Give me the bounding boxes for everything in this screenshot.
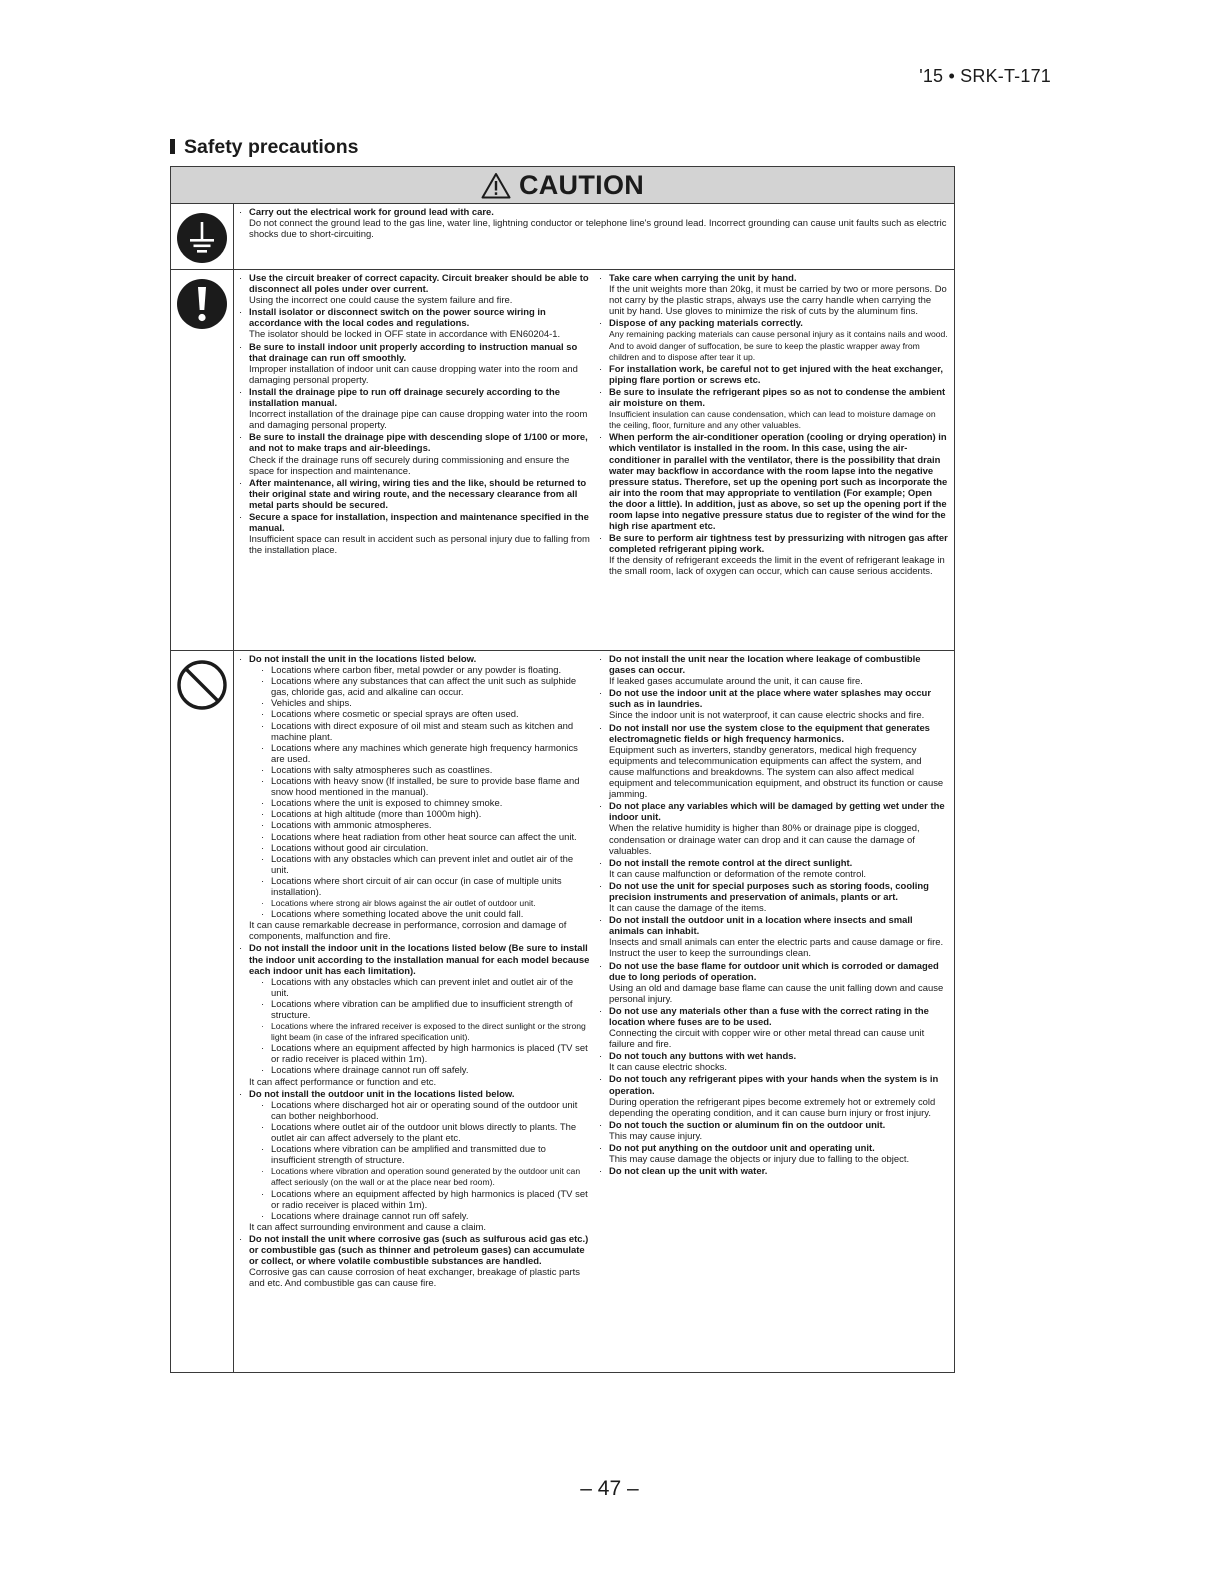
section-marker — [170, 139, 175, 154]
precaution-heading: · Do not use the indoor unit at the place where water splashes may occur such as in laundries. — [609, 688, 931, 711]
precaution-text: Insufficient insulation can cause condensation, which can lead to moisture damage on the ceiling, floor, furniture and any other valuables. — [609, 409, 936, 431]
precaution-heading: · Do not install nor use the system close to the equipment that generates electromagnetic fields or high frequency harmonics. — [609, 722, 930, 745]
location-item: · Locations where vibration can be amplified and transmitted due to insufficient strength of structure. — [249, 1144, 592, 1166]
location-item: · Locations where any machines which generate high frequency harmonics are used. — [249, 743, 592, 765]
precaution-text: The isolator should be locked in OFF state in accordance with EN60204-1. — [249, 329, 561, 341]
warning-triangle-icon — [481, 172, 511, 199]
precaution-heading: · Do not install the unit where corrosive gas (such as sulfurous acid gas etc.) or combustible gas (such as thinner and petroleum gases) can accumulate or collect, or where volatile combustible substances are handled. — [249, 1233, 589, 1268]
column-full — [238, 207, 950, 267]
precaution-item — [238, 342, 592, 386]
section-title-text: Safety precautions — [184, 136, 359, 158]
precaution-text: Using an old and damage base flame can cause the unit falling down and cause personal injury. — [609, 982, 944, 1005]
ground-icon — [176, 212, 228, 264]
precaution-heading: · Use the circuit breaker of correct capacity. Circuit breaker should be able to disconnect all poles under over current. — [249, 273, 589, 296]
location-item: · Locations where an equipment affected by high harmonics is placed (TV set or radio receiver is placed within 1m). — [249, 1043, 592, 1065]
location-item: · Locations where carbon fiber, metal powder or any powder is floating. — [249, 665, 592, 676]
precaution-heading: · Do not place any variables which will be damaged by getting wet under the indoor unit. — [609, 801, 945, 824]
precaution-heading: · Dispose of any packing materials correctly. — [609, 318, 803, 330]
caution-label: CAUTION — [518, 169, 645, 200]
precaution-item — [598, 432, 948, 532]
caution-row-mandatory — [171, 270, 954, 651]
precaution-item — [598, 881, 948, 914]
precaution-heading: · Do not touch any refrigerant pipes with your hands when the system is in operation. — [609, 1074, 939, 1097]
location-item: · Locations where the infrared receiver is exposed to the direct sunlight or the strong light beam (in case of the infrared specification unit). — [249, 1021, 592, 1043]
precaution-item — [598, 1006, 948, 1050]
precaution-item — [598, 364, 948, 386]
precaution-text: Do not connect the ground lead to the gas line, water line, lightning conductor or telephone line's ground lead. Incorrect grounding can cause unit faults such as electric shocks due to short-circuiting. — [249, 218, 947, 241]
precaution-text: It can cause remarkable decrease in performance, corrosion and damage of components, malfunction and fire. — [249, 920, 567, 943]
row-content — [234, 204, 954, 269]
precaution-text: It can cause electric shocks. — [609, 1062, 728, 1074]
precaution-item — [598, 1143, 948, 1165]
precaution-item — [598, 318, 948, 362]
precaution-item — [598, 1051, 948, 1073]
precaution-heading: · Do not install the outdoor unit in the locations listed below. — [249, 1088, 515, 1100]
precaution-item — [598, 858, 948, 880]
location-item: · Locations with heavy snow (If installed, be sure to provide base flame and snow hood mentioned in the manual). — [249, 776, 592, 798]
location-item: · Locations where drainage cannot run off safely. — [249, 1211, 592, 1222]
precaution-text: During operation the refrigerant pipes become extremely hot or extremely cold depending the operating condition, and it can cause burn injury or frost injury. — [609, 1096, 936, 1119]
precaution-heading: · Install isolator or disconnect switch on the power source wiring in accordance with the local codes and regulations. — [249, 307, 546, 330]
location-item: · Locations where vibration and operation sound generated by the outdoor unit can affect seriously (on the wall or at the place near bed room). — [249, 1166, 592, 1188]
precaution-item — [238, 1089, 592, 1233]
location-item: · Locations where strong air blows against the air outlet of outdoor unit. — [249, 898, 592, 909]
precaution-text: Connecting the circuit with copper wire or other metal thread can cause unit failure and fire. — [609, 1028, 925, 1051]
location-item: · Locations where an equipment affected by high harmonics is placed (TV set or radio receiver is placed within 1m). — [249, 1189, 592, 1211]
location-item: · Locations with any obstacles which can prevent inlet and outlet air of the unit. — [249, 854, 592, 876]
location-item: · Locations where short circuit of air can occur (in case of multiple units installation). — [249, 876, 592, 898]
precaution-item — [238, 432, 592, 476]
location-item: · Locations where cosmetic or special sprays are often used. — [249, 709, 592, 720]
location-item: · Locations with any obstacles which can prevent inlet and outlet air of the unit. — [249, 977, 592, 999]
caution-row-prohibited — [171, 651, 954, 1372]
precaution-text: This may cause damage the objects or injury due to falling to the object. — [609, 1154, 910, 1166]
precaution-text: Since the indoor unit is not waterproof, it can cause electric shocks and fire. — [609, 710, 925, 722]
precaution-heading: · Do not touch the suction or aluminum fin on the outdoor unit. — [609, 1119, 886, 1131]
precaution-text: It can affect performance or function and etc. — [249, 1076, 437, 1088]
location-item: · Locations where heat radiation from other heat source can affect the unit. — [249, 832, 592, 843]
precaution-item — [598, 273, 948, 317]
precaution-heading: · Do not install the unit in the locations listed below. — [249, 654, 477, 665]
precaution-item — [238, 307, 592, 340]
precaution-heading: · Do not use any materials other than a fuse with the correct rating in the location where fuses are to be used. — [609, 1005, 929, 1028]
precaution-text: If the unit weights more than 20kg, it must be carried by two or more persons. Do not carry by the plastic straps, always use the carry handle when carrying the unit by hand. Use gloves to minimize the risk of cuts by the aluminum fins. — [609, 284, 947, 318]
precaution-item — [598, 533, 948, 577]
precaution-heading: · Secure a space for installation, inspection and maintenance specified in the manual. — [249, 511, 589, 535]
precaution-heading: · Do not use the unit for special purposes such as storing foods, cooling precision instruments and preservation of animals, plants or art. — [609, 880, 929, 903]
precaution-text: Corrosive gas can cause corrosion of heat exchanger, breakage of plastic parts and etc. And combustible gas can cause fire. — [249, 1267, 581, 1290]
section-title — [170, 136, 358, 159]
exclamation-icon — [176, 278, 228, 330]
caution-header — [171, 167, 954, 204]
precaution-text: If leaked gases accumulate around the unit, it can cause fire. — [609, 676, 863, 688]
precaution-item — [238, 512, 592, 556]
precaution-heading: · Do not clean up the unit with water. — [609, 1166, 768, 1178]
precaution-text: It can affect surrounding environment and cause a claim. — [249, 1221, 486, 1233]
precaution-item — [598, 1166, 948, 1177]
document-reference: '15 • SRK-T-171 — [919, 66, 1051, 86]
precaution-item — [238, 387, 592, 431]
precaution-item — [598, 961, 948, 1005]
precaution-item — [238, 273, 592, 306]
precaution-text: Any remaining packing materials can cause personal injury as it contains nails and wood. And to avoid danger of suffocation, be sure to keep the plastic wrapper away from children and to dispose after tear it up. — [609, 329, 948, 362]
precaution-heading: · Carry out the electrical work for ground lead with care. — [249, 207, 494, 218]
caution-table — [170, 166, 955, 1373]
precaution-text: Using the incorrect one could cause the system failure and fire. — [249, 295, 513, 307]
precaution-item — [238, 1234, 592, 1289]
location-item: · Locations where outlet air of the outdoor unit blows directly to plants. The outlet air can affect adversely to the plant etc. — [249, 1122, 592, 1144]
icon-cell — [171, 270, 234, 650]
location-item: · Locations at high altitude (more than 1000m high). — [249, 809, 592, 820]
precaution-text: It can cause the damage of the items. — [609, 903, 767, 915]
column-left — [238, 273, 598, 648]
precaution-text: When the relative humidity is higher than 80% or drainage pipe is clogged, condensation or drainage water can drop and it can cause the damage of valuables. — [609, 823, 920, 857]
precaution-heading: · Be sure to install indoor unit properly according to instruction manual so that drainage can run off smoothly. — [249, 341, 578, 364]
precaution-item — [238, 654, 592, 942]
precaution-text: Insects and small animals can enter the electric parts and cause damage or fire. Instruct the user to keep the surroundings clean. — [609, 937, 944, 960]
precaution-heading: · For installation work, be careful not to get injured with the heat exchanger, piping flare portion or screws etc. — [609, 363, 944, 386]
location-item: · Locations where drainage cannot run off safely. — [249, 1065, 592, 1076]
column-right — [598, 273, 950, 648]
icon-cell — [171, 651, 234, 1372]
precaution-item — [238, 207, 950, 240]
location-item: · Locations with ammonic atmospheres. — [249, 820, 592, 831]
location-item: · Locations where vibration can be amplified due to insufficient strength of structure. — [249, 999, 592, 1021]
precaution-heading: · Do not touch any buttons with wet hands. — [609, 1051, 797, 1063]
precaution-text: Equipment such as inverters, standby generators, medical high frequency equipments and telecommunication equipments can affect the system, and cause malfunctions and breakdowns. The system can also affect medical equipment and telecommunication equipment, and obstruct its function or cause jamming. — [609, 744, 944, 801]
column-left — [238, 654, 598, 1370]
precaution-item — [598, 915, 948, 959]
precaution-heading: · Do not install the outdoor unit in a location where insects and small animals can inhabit. — [609, 915, 913, 938]
precaution-heading: · When perform the air-conditioner operation (cooling or drying operation) in which ventilator is installed in the room. In this case, using the air-conditioner in parallel with the ventilator, there is the possibility that drain water may backflow in accordance with the room lapse into the negative pressure status. Therefore, set up the opening port such as incorporate the air into the room that may appropriate to ventilation (For example; Open the door a little). In addition, just as above, so set up the opening port if the room lapse into negative pressure status due to register of the wind for the high rise apartment etc. — [609, 432, 948, 533]
precaution-heading: · Be sure to perform air tightness test by pressurizing with nitrogen gas after completed refrigerant piping work. — [609, 533, 948, 556]
location-item: · Locations with salty atmospheres such as coastlines. — [249, 765, 592, 776]
caution-row-ground — [171, 204, 954, 270]
precaution-text: Incorrect installation of the drainage pipe can cause dropping water into the room and damaging personal property. — [249, 409, 588, 432]
precaution-item — [598, 654, 948, 687]
precaution-heading: · Do not use the base flame for outdoor unit which is corroded or damaged due to long periods of operation. — [609, 960, 939, 983]
precaution-text: Improper installation of indoor unit can cause dropping water into the room and damaging personal property. — [249, 363, 578, 386]
precaution-text: It can cause malfunction or deformation of the remote control. — [609, 868, 867, 880]
location-item: · Locations where something located above the unit could fall. — [249, 909, 592, 920]
precaution-item — [238, 943, 592, 1087]
precaution-text: Check if the drainage runs off securely during commissioning and ensure the space for inspection and maintenance. — [249, 454, 570, 477]
prohibited-icon — [176, 659, 228, 711]
precaution-item — [598, 1074, 948, 1118]
page-number: – 47 – — [580, 1477, 639, 1500]
precaution-heading: · Do not install the remote control at the direct sunlight. — [609, 857, 853, 869]
precaution-item — [598, 1120, 948, 1142]
precaution-text: If the density of refrigerant exceeds the limit in the event of refrigerant leakage in the small room, lack of oxygen can occur, which can cause serious accidents. — [609, 555, 945, 578]
location-item: · Vehicles and ships. — [249, 698, 592, 709]
precaution-heading: · Be sure to insulate the refrigerant pipes so as not to condense the ambient air moisture on them. — [609, 386, 946, 410]
location-item: · Locations where any substances that can affect the unit such as sulphide gas, chloride gas, acid and alkaline can occur. — [249, 676, 592, 698]
icon-cell — [171, 204, 234, 269]
precaution-heading: · Do not install the unit near the location where leakage of combustible gases can occur. — [609, 654, 921, 677]
location-item: · Locations with direct exposure of oil mist and steam such as kitchen and machine plant. — [249, 721, 592, 743]
precaution-item — [598, 387, 948, 431]
precaution-heading: · Install the drainage pipe to run off drainage securely according to the installation manual. — [249, 386, 560, 410]
precaution-heading: · Do not put anything on the outdoor unit and operating unit. — [609, 1143, 875, 1155]
precaution-heading: · Do not install the indoor unit in the locations listed below (Be sure to install the indoor unit according to the installation manual for each model because each indoor unit has each limitation). — [249, 943, 590, 977]
precaution-item — [598, 688, 948, 721]
precaution-item — [598, 723, 948, 801]
precaution-heading: · After maintenance, all wiring, wiring ties and the like, should be returned to their original state and wiring route, and the necessary clearance from all metal parts should be secured. — [249, 477, 587, 511]
precaution-item — [238, 478, 592, 511]
location-item: · Locations without good air circulation. — [249, 843, 592, 854]
location-item: · Locations where discharged hot air or operating sound of the outdoor unit can bother neighborhood. — [249, 1100, 592, 1122]
precaution-text: Insufficient space can result in accident such as personal injury due to falling from the installation place. — [249, 534, 590, 557]
row-content — [234, 651, 954, 1372]
location-item: · Locations where the unit is exposed to chimney smoke. — [249, 798, 592, 809]
precaution-item — [598, 801, 948, 856]
precaution-text: This may cause injury. — [609, 1130, 703, 1142]
row-content — [234, 270, 954, 650]
precaution-heading: · Be sure to install the drainage pipe with descending slope of 1/100 or more, and not to make traps and air-bleedings. — [249, 432, 588, 455]
column-right — [598, 654, 950, 1370]
precaution-heading: · Take care when carrying the unit by hand. — [609, 273, 797, 284]
